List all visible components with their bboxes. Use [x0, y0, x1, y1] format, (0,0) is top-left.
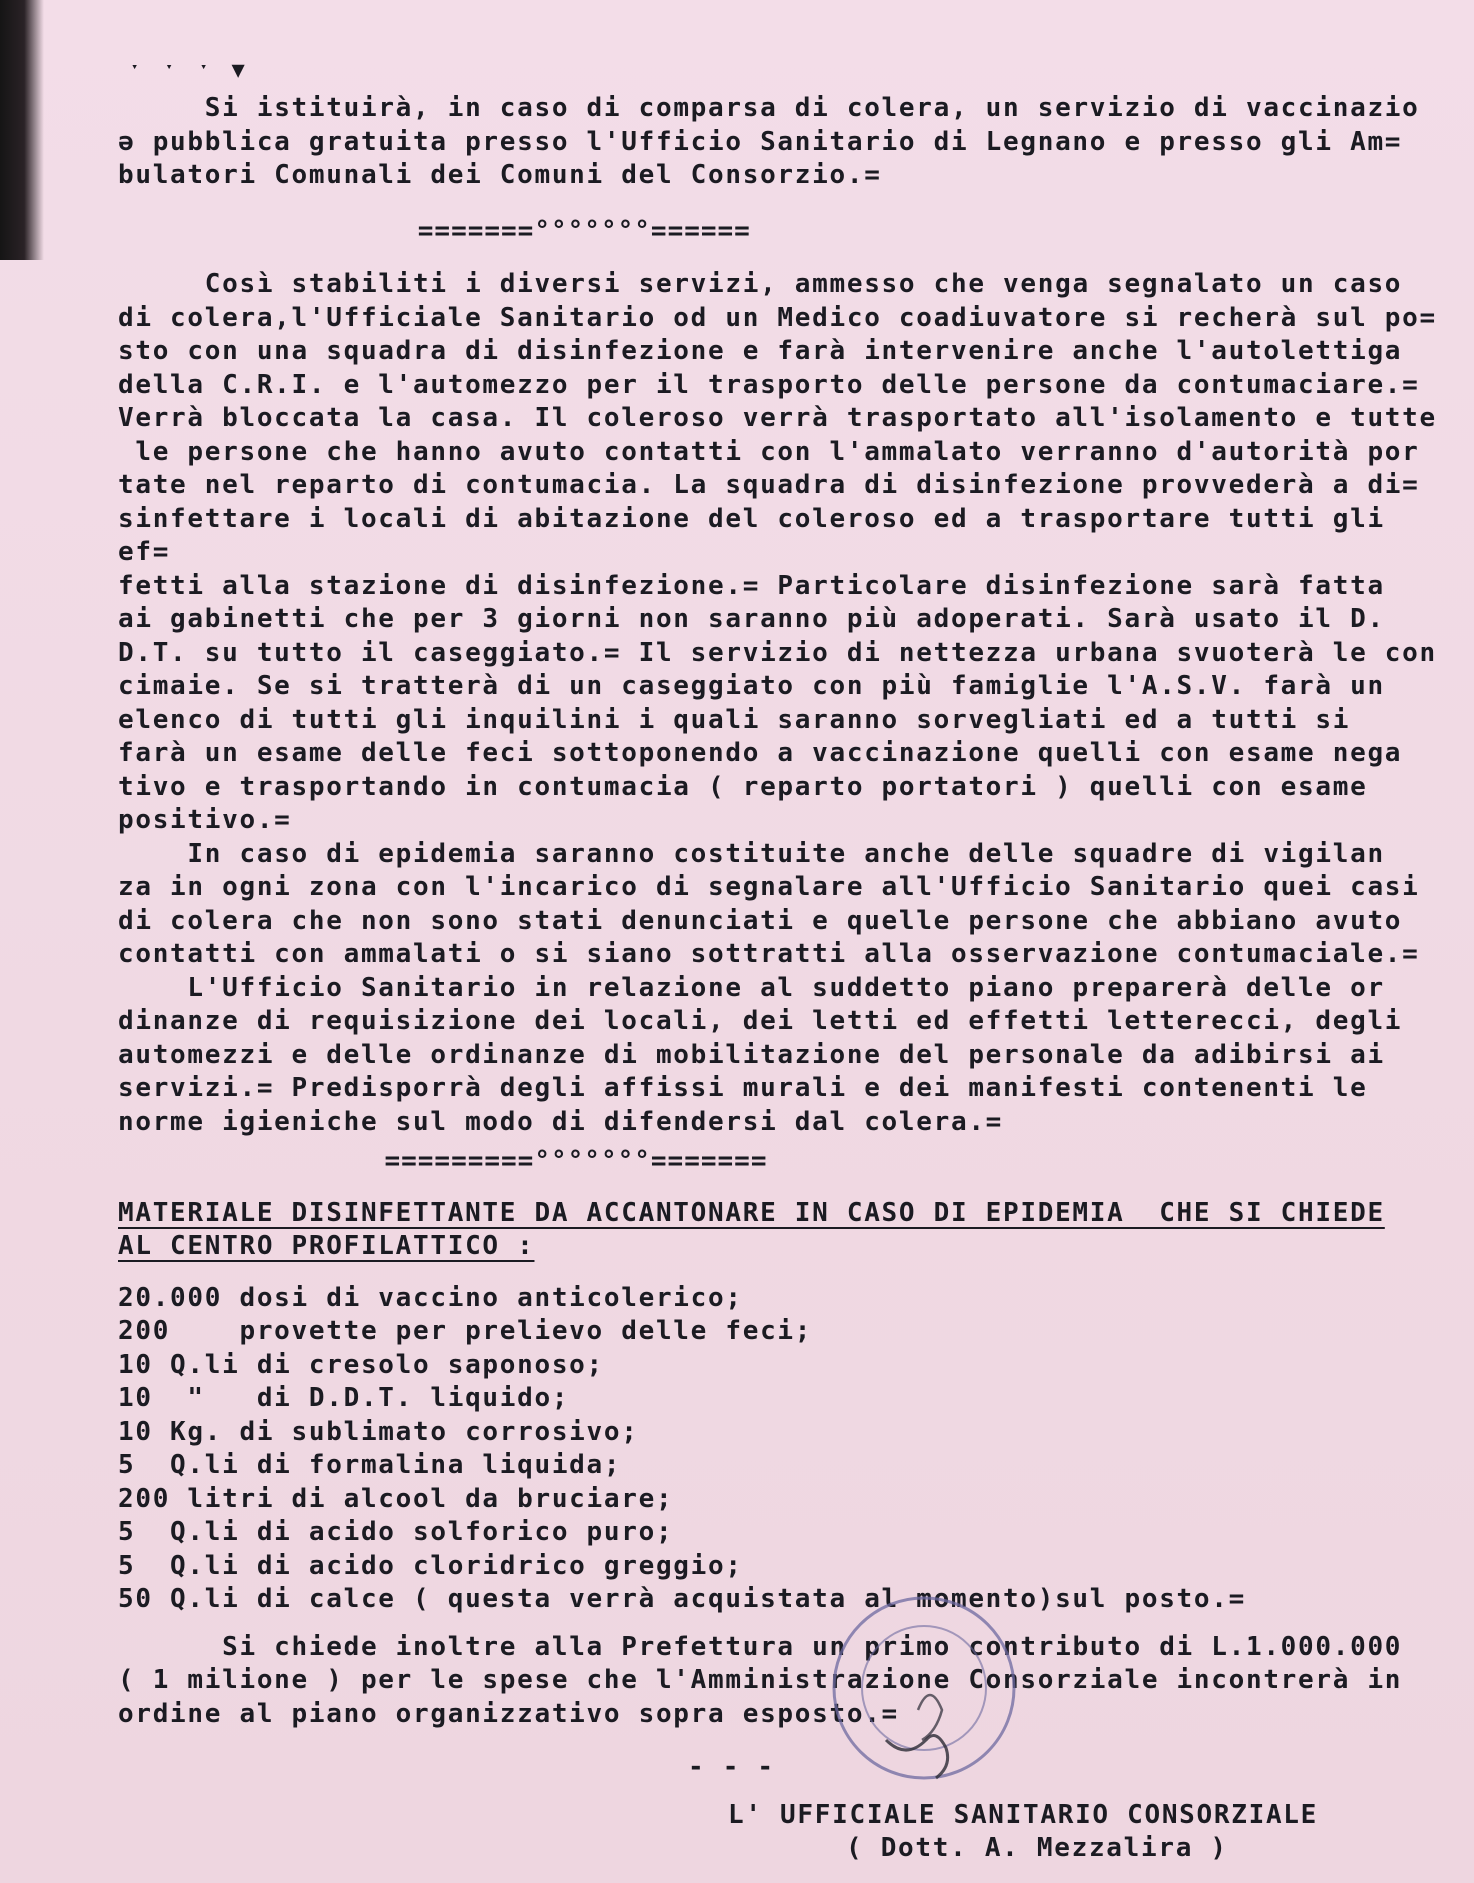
- top-corner-mark: ˑ ˑ ˑ ▼: [128, 58, 249, 83]
- paragraph-vaccination-service: Si istituirà, in caso di comparsa di colera, un servizio di vaccinazio ə pubblica gratuita presso l'Ufficio Sanitario di Legnano e presso gli Am= bulatori Comunali dei Comuni del Consorzio.=: [118, 93, 1420, 190]
- page-edge-shadow: [0, 0, 44, 260]
- list-item: 200 provette per prelievo delle feci;: [118, 1316, 813, 1346]
- materials-heading: MATERIALE DISINFETTANTE DA ACCANTONARE IN CASO DI EPIDEMIA CHE SI CHIEDE AL CENTRO PROFILATTICO :: [118, 1197, 1385, 1261]
- materials-list: [118, 1282, 1448, 1617]
- official-stamp-seal: [826, 1590, 1022, 1786]
- list-item: 20.000 dosi di vaccino anticolerico;: [118, 1282, 743, 1313]
- list-item: 10 Kg. di sublimato corrosivo;: [118, 1416, 639, 1447]
- list-item: 10 Q.li di cresolo saponoso;: [118, 1349, 604, 1380]
- separator-line: =========°°°°°°°=======: [118, 1146, 768, 1176]
- document-body: [118, 92, 1448, 1866]
- list-item: 5 Q.li di acido cloridrico greggio;: [118, 1550, 743, 1581]
- list-item: 5 Q.li di acido solforico puro;: [118, 1517, 674, 1547]
- list-item: 200 litri di alcool da bruciare;: [118, 1483, 674, 1514]
- list-item: 10 " di D.D.T. liquido;: [118, 1383, 570, 1413]
- paragraph-vigilance-squads: In caso di epidemia saranno costituite anche delle squadre di vigilan za in ogni zona con l'incarico di segnalare all'Ufficio Sanitario quei casi di colera che non sono stati denunciati e quelle persone che abbiano avuto contatti con ammalati o si siano sottratti alla osservazione contumaciale.=: [118, 838, 1420, 969]
- list-item: 50 Q.li di calce ( questa verrà acquistata al momento)sul posto.=: [118, 1584, 1246, 1614]
- dashes-divider: - - -: [688, 1752, 775, 1782]
- paragraph-funding-request: Si chiede inoltre alla Prefettura un primo contributo di L.1.000.000 ( 1 milione ) per le spese che l'Amministrazione Consorziale incontrerà in ordine al piano organizzativo sopra esposto.=: [118, 1631, 1403, 1729]
- paragraph-services-procedure: Così stabiliti i diversi servizi, ammesso che venga segnalato un caso di colera,l'Ufficiale Sanitario od un Medico coadiuvatore si recherà sul po= sto con una squadra di disinfezione e farà intervenire anche l'autolettiga della C.R.I. e l'automezzo per il trasporto delle persone da contumaciare.= Verrà bloccata la casa. Il coleroso verrà trasportato all'isolamento e tutte le persone che hanno avuto contatti con l'ammalato verranno d'autorità por tate nel reparto di contumacia. La squadra di disinfezione provvederà a di= sinfettare i locali di abitazione del coleroso ed a trasportare tutti gli ef= fetti alla stazione di disinfezione.= Particolare disinfezione sarà fatta ai gabinetti che per 3 giorni non saranno più adoperati. Sarà usato il D. D.T. su tutto il caseggiato.= Il servizio di nettezza urbana svuoterà le con cimaie. Se si tratterà di un caseggiato con più famiglie l'A.S.V. farà un elenco di tutti gli inquilini i quali saranno sorvegliati ed a tutti si farà un esame delle feci sottoponendo a vaccinazione quelli con esame nega tivo e trasportando in contumacia ( reparto portatori ) quelli con esame positivo.=: [118, 269, 1437, 835]
- separator-line: =======°°°°°°°======: [118, 215, 751, 246]
- paragraph-ordinances: L'Ufficio Sanitario in relazione al suddetto piano preparerà delle or dinanze di requisizione dei locali, dei letti ed effetti letterecci, degli automezzi e delle ordinanze di mobilitazione del personale da adibirsi ai servizi.= Predisporrà degli affissi murali e dei manifesti contenenti le norme igieniche sul modo di difendersi dal colera.=: [118, 972, 1403, 1137]
- signature-name: ( Dott. A. Mezzalira ): [846, 1833, 1228, 1863]
- list-item: 5 Q.li di formalina liquida;: [118, 1450, 622, 1480]
- signature-title: L' UFFICIALE SANITARIO CONSORZIALE: [728, 1799, 1319, 1830]
